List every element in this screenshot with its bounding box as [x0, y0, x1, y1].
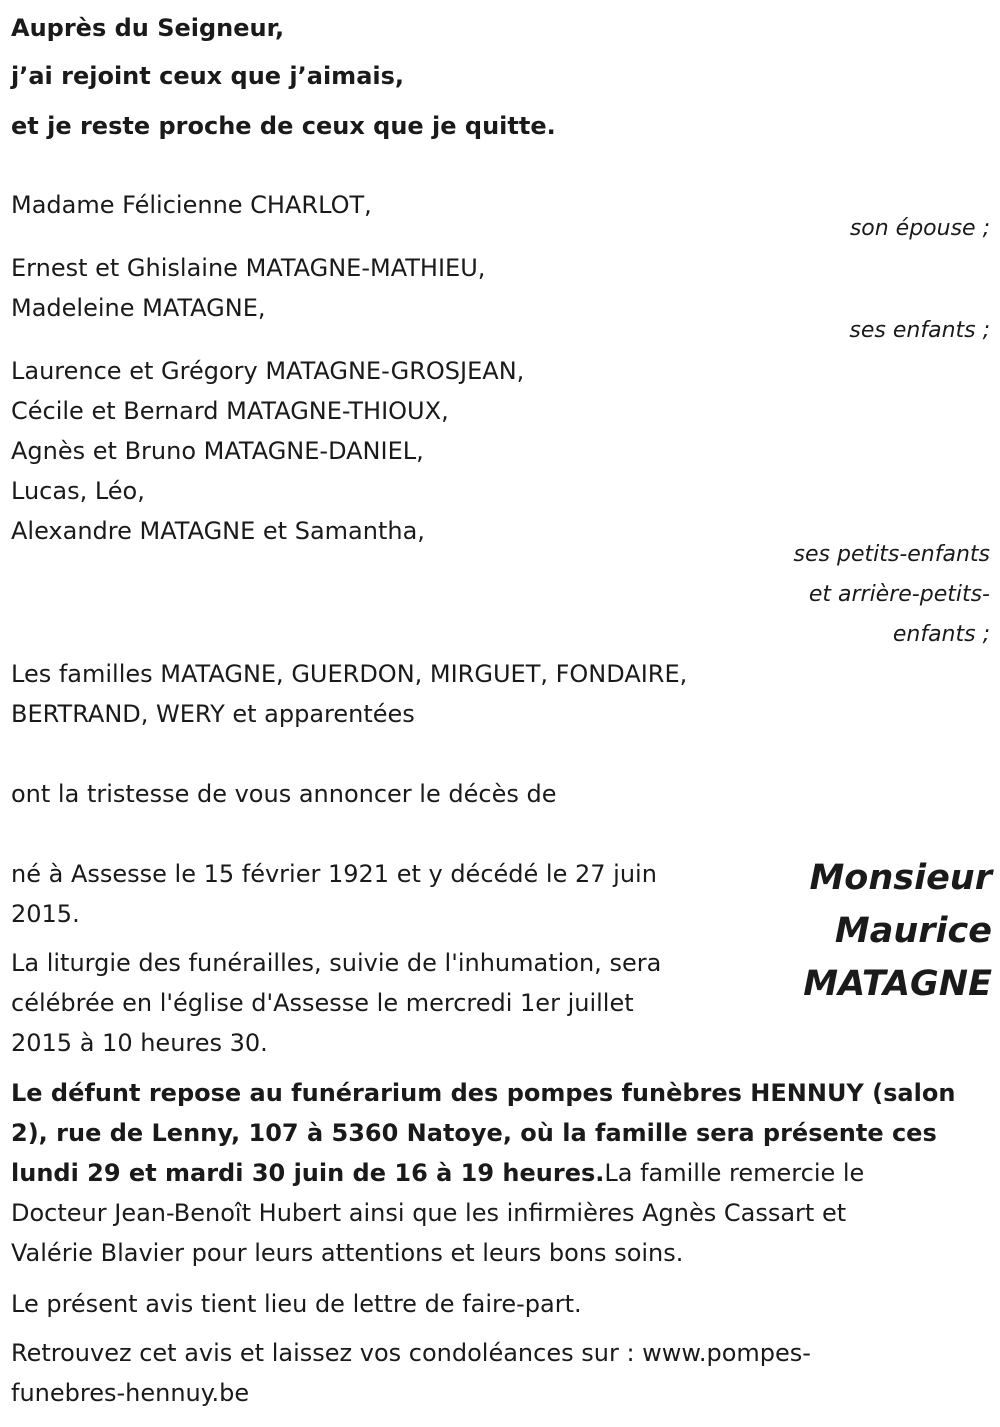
grandchild-line-2: Cécile et Bernard MATAGNE-THIOUX, — [11, 397, 449, 425]
birth-line-2: 2015. — [11, 900, 80, 928]
verse-line-3: et je reste proche de ceux que je quitte. — [11, 112, 556, 140]
liturgy-line-1: La liturgie des funérailles, suivie de l'inhumation, sera — [11, 949, 662, 977]
birth-line-1: né à Assesse le 15 février 1921 et y décédé le 27 juin — [11, 860, 657, 888]
child-line-1: Ernest et Ghislaine MATAGNE-MATHIEU, — [11, 254, 486, 282]
grandchildren-role-2: et arrière-petits- — [808, 582, 990, 607]
grandchildren-role-3: enfants ; — [892, 622, 990, 647]
visitation-line-1: Le défunt repose au funérarium des pompes funèbres HENNUY (salon — [11, 1079, 956, 1107]
families-line-1: Les familles MATAGNE, GUERDON, MIRGUET, FONDAIRE, — [11, 660, 688, 688]
spouse-role: son épouse ; — [849, 216, 990, 241]
thanks-line-1: Docteur Jean-Benoît Hubert ainsi que les infirmières Agnès Cassart et — [11, 1199, 847, 1227]
visitation-line-3 — [11, 1153, 864, 1193]
deceased-name — [762, 852, 992, 1011]
grandchild-line-4: Lucas, Léo, — [11, 477, 145, 505]
condolences-line-2: funebres-hennuy.be — [11, 1379, 250, 1407]
grandchild-line-3: Agnès et Bruno MATAGNE-DANIEL, — [11, 437, 424, 465]
grandchildren-role-1: ses petits-enfants — [793, 542, 990, 567]
liturgy-line-2: célébrée en l'église d'Assesse le mercredi 1er juillet — [11, 989, 634, 1017]
verse-line-1: Auprès du Seigneur, — [11, 14, 285, 42]
deceased-last-name: MATAGNE — [803, 964, 992, 1004]
visitation-line-2: 2), rue de Lenny, 107 à 5360 Natoye, où la famille sera présente ces — [11, 1119, 937, 1147]
notice: Le présent avis tient lieu de lettre de faire-part. — [11, 1290, 582, 1318]
liturgy-line-3: 2015 à 10 heures 30. — [11, 1029, 268, 1057]
visitation-hours: lundi 29 et mardi 30 juin de 16 à 19 heures. — [11, 1159, 605, 1187]
child-line-2: Madeleine MATAGNE, — [11, 294, 266, 322]
thanks-start: La famille remercie le — [604, 1159, 865, 1187]
deceased-title: Monsieur — [809, 858, 992, 898]
spouse-name: Madame Félicienne CHARLOT, — [11, 191, 372, 219]
deceased-first-name: Maurice — [834, 911, 992, 951]
grandchild-line-5: Alexandre MATAGNE et Samantha, — [11, 517, 425, 545]
verse-line-2: j’ai rejoint ceux que j’aimais, — [11, 62, 405, 90]
thanks-line-2: Valérie Blavier pour leurs attentions et leurs bons soins. — [11, 1239, 684, 1267]
announcement: ont la tristesse de vous annoncer le décès de — [11, 780, 557, 808]
grandchild-line-1: Laurence et Grégory MATAGNE-GROSJEAN, — [11, 357, 525, 385]
children-role: ses enfants ; — [849, 318, 990, 343]
condolences-line-1: Retrouvez cet avis et laissez vos condoléances sur : www.pompes- — [11, 1339, 811, 1367]
families-line-2: BERTRAND, WERY et apparentées — [11, 700, 415, 728]
